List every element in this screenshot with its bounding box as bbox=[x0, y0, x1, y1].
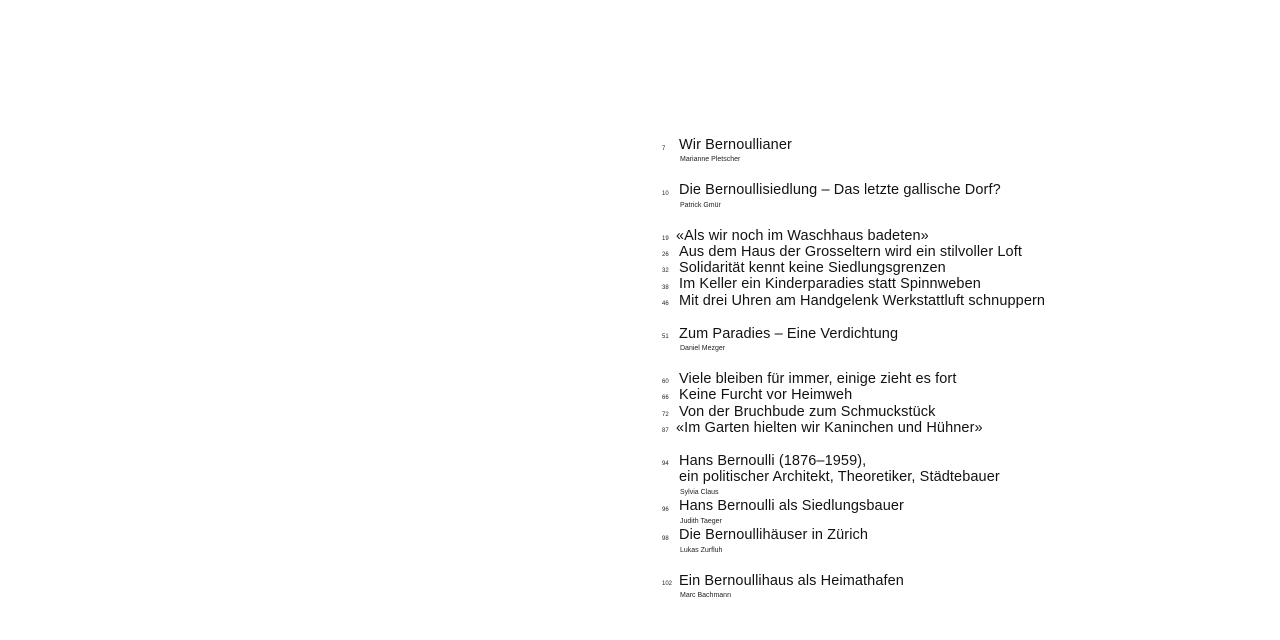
entry-title: Von der Bruchbude zum Schmuckstück bbox=[679, 404, 936, 420]
entry-title: Ein Bernoullihaus als Heimathafen bbox=[679, 573, 904, 589]
page-number: 10 bbox=[662, 191, 669, 197]
page-number: 32 bbox=[662, 268, 669, 274]
entry-title: Viele bleiben für immer, einige zieht es fort bbox=[679, 371, 957, 387]
entry-title: Die Bernoullisiedlung – Das letzte gallische Dorf? bbox=[679, 182, 1001, 198]
entry-title: Im Keller ein Kinderparadies statt Spinnweben bbox=[679, 276, 981, 292]
table-of-contents bbox=[662, 0, 1262, 640]
page-number: 38 bbox=[662, 285, 669, 291]
entry-author: Marianne Pletscher bbox=[680, 156, 741, 163]
entry-title: «Im Garten hielten wir Kaninchen und Hühner» bbox=[676, 420, 983, 436]
page-number: 7 bbox=[662, 146, 666, 152]
page-number: 46 bbox=[662, 301, 669, 307]
page-number: 102 bbox=[662, 581, 673, 587]
entry-author: Daniel Mezger bbox=[680, 345, 726, 352]
entry-author: Judith Taeger bbox=[680, 518, 722, 525]
entry-title: Zum Paradies – Eine Verdichtung bbox=[679, 326, 899, 342]
entry-author: Patrick Gmür bbox=[680, 202, 721, 209]
entry-title: «Als wir noch im Waschhaus badeten» bbox=[676, 228, 929, 244]
entry-title: Die Bernoullihäuser in Zürich bbox=[679, 527, 869, 543]
entry-title: Aus dem Haus der Grosseltern wird ein stilvoller Loft bbox=[679, 244, 1022, 260]
entry-title: Hans Bernoulli (1876–1959), bbox=[679, 453, 867, 469]
entry-author: Lukas Zurfluh bbox=[680, 547, 723, 554]
entry-title: Hans Bernoulli als Siedlungsbauer bbox=[679, 498, 904, 514]
page-number: 26 bbox=[662, 252, 669, 258]
page-number: 51 bbox=[662, 334, 669, 340]
page-number: 66 bbox=[662, 395, 669, 401]
entry-title: Mit drei Uhren am Handgelenk Werkstattluft schnuppern bbox=[679, 293, 1046, 309]
page-number: 72 bbox=[662, 412, 669, 418]
entry-title: Solidarität kennt keine Siedlungsgrenzen bbox=[679, 260, 946, 276]
page-number: 94 bbox=[662, 461, 669, 467]
page-number: 19 bbox=[662, 236, 669, 242]
entry-title: Keine Furcht vor Heimweh bbox=[679, 387, 853, 403]
entry-author: Marc Bachmann bbox=[680, 592, 731, 599]
page-number: 98 bbox=[662, 536, 669, 542]
page-number: 96 bbox=[662, 507, 669, 513]
entry-title-line-2: ein politischer Architekt, Theoretiker, Städtebauer bbox=[679, 469, 1000, 485]
entry-author: Sylvia Claus bbox=[680, 489, 719, 496]
page-number: 60 bbox=[662, 379, 669, 385]
page-number: 87 bbox=[662, 428, 669, 434]
entry-title: Wir Bernoullianer bbox=[679, 137, 792, 153]
